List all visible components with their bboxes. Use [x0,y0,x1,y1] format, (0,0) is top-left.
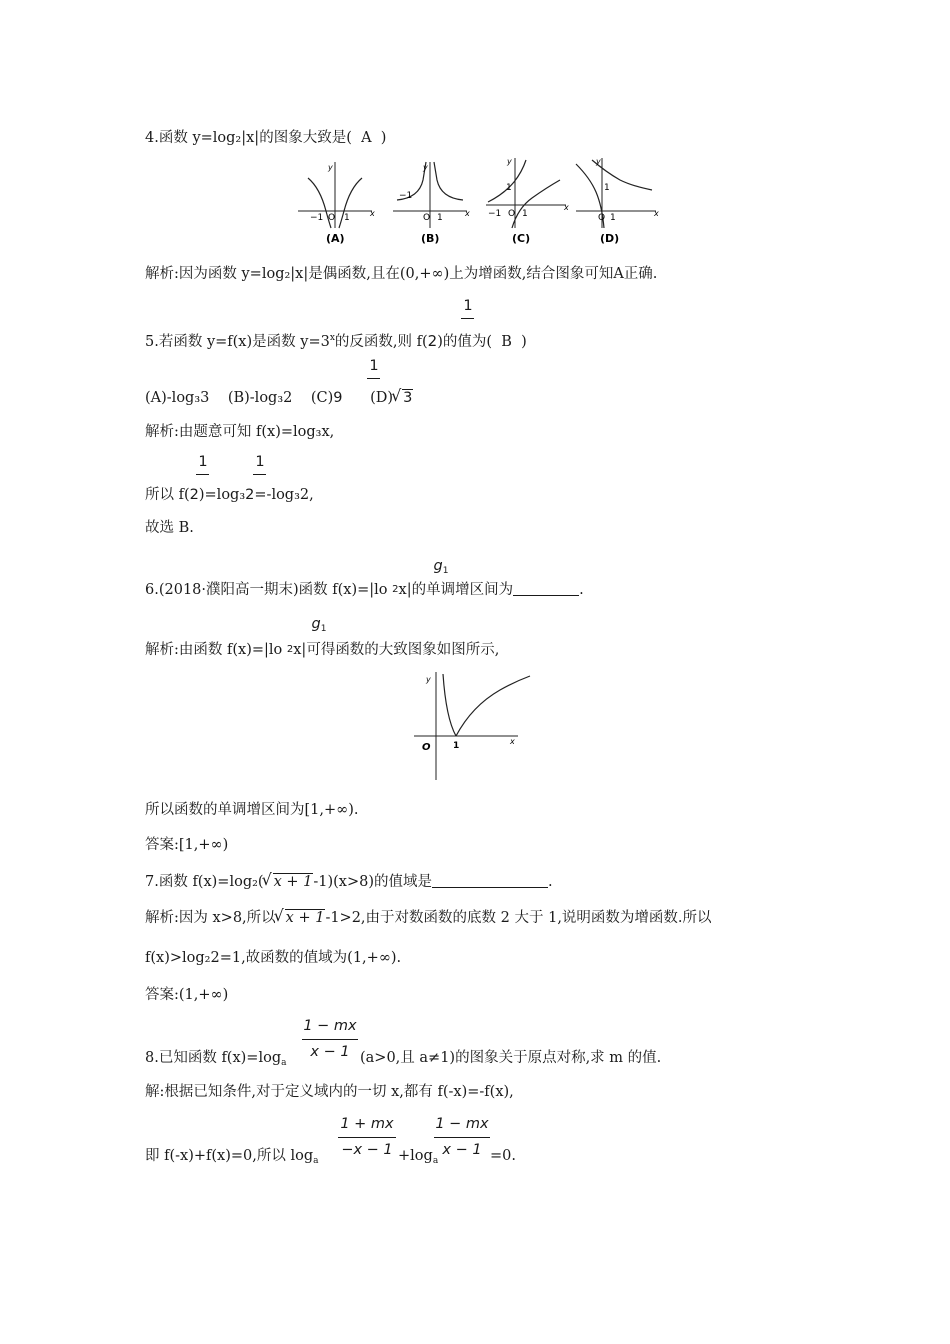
q4-analysis: 解析:因为函数 y=log₂|x|是偶函数,且在(0,+∞)上为增函数,结合图象可知A正确. [145,266,658,282]
q8-solution-1: 解:根据已知条件,对于定义域内的一切 x,都有 f(-x)=-f(x), [145,1084,514,1100]
svg-text:x: x [654,209,659,218]
q8-sol-bar2 [434,1137,490,1138]
q8-stem-post: (a>0,且 a≠1)的图象关于原点对称,求 m 的值. [360,1050,662,1066]
svg-text:O: O [422,742,431,753]
q5-answer: B [501,334,512,350]
svg-text:x: x [510,737,515,746]
q5-optc-num: 1 [369,358,379,374]
q8-solution-2-end: =0. [490,1148,516,1164]
graph-a [298,162,375,245]
q7-blank[interactable] [432,873,548,888]
svg-text:(C): (C) [512,232,531,245]
svg-text:−1: −1 [310,213,324,223]
q5-an-num1: 1 [198,454,208,470]
q6-blank[interactable] [513,581,579,596]
q8-sol-num2: 1 − mx [435,1116,489,1132]
q4-option-graphs [290,150,660,250]
q7-analysis-2: f(x)>log₂2=1,故函数的值域为(1,+∞). [145,950,402,966]
q8-sol-bar1 [338,1137,396,1138]
q6-answer: 答案:[1,+∞) [145,837,229,853]
q7-analysis-1: 解析:因为 x>8,所以√ x + 1-1>2,由于对数函数的底数 2 大于 1,说明函数为增函数.所以 [145,908,712,928]
q4-answer: A [361,130,372,146]
q5-an-bar1 [196,474,209,475]
q5-analysis-2: 所以 f(2)=log₃2=-log₃2, [145,487,314,503]
svg-text:1: 1 [522,209,528,219]
q5-an-bar2 [253,474,266,475]
q5-options: (A)-log₃3 (B)-log₃2 (C)9 (D)√ 3 [145,388,413,408]
graph-d [576,157,659,245]
graph-b [393,162,470,245]
q8-solution-2: 即 f(-x)+f(x)=0,所以 $\log_a$ [145,1148,319,1166]
q5-an-num2: 1 [255,454,265,470]
q6-g1: $g_1$ [433,558,449,576]
q8-num: 1 − mx [303,1018,357,1034]
svg-text:1: 1 [437,213,443,223]
svg-text:(D): (D) [600,232,620,245]
svg-text:1: 1 [604,183,610,193]
svg-text:y: y [596,157,601,166]
svg-text:−1: −1 [399,191,413,201]
q8-sol-den2: x − 1 [442,1142,482,1158]
svg-text:x: x [370,209,375,218]
svg-text:O: O [328,213,336,223]
svg-text:−1: −1 [488,209,502,219]
svg-text:1: 1 [506,183,512,193]
svg-text:(B): (B) [421,232,440,245]
q5-frac-bar [461,318,474,319]
q5-option-b: (B)-log₃2 [227,390,293,406]
q5-analysis-1: 解析:由题意可知 f(x)=log₃x, [145,424,335,440]
q6-graph [410,668,540,784]
q5-stem: 5.若函数 y=f(x)是函数 $y=3^x$的反函数,则 f(2)的值为( B ) [145,332,527,350]
q6-stem: 6.(2018·濮阳高一期末)函数 f(x)=|lo 2x|的单调增区间为 . [145,582,584,598]
q5-option-d: (D) [370,390,394,406]
svg-text:y: y [423,163,428,172]
q8-bar [302,1039,358,1040]
q8-stem: 8.已知函数 $f(x)=\log_a$ [145,1050,287,1068]
q8-sol-num1: 1 + mx [340,1116,394,1132]
q8-sol-den1: −x − 1 [341,1142,393,1158]
q5-frac-den: 2 [427,332,438,350]
svg-text:x: x [564,203,569,212]
svg-text:y: y [328,163,333,172]
svg-text:O: O [598,213,606,223]
svg-text:O: O [423,213,431,223]
q8-solution-2-mid: $+\log_a$ [398,1148,439,1166]
svg-text:1: 1 [453,741,460,751]
svg-text:1: 1 [610,213,616,223]
svg-text:1: 1 [344,213,350,223]
svg-text:x: x [465,209,470,218]
q7-stem: 7.函数 f(x)=log₂(√ x + 1-1)(x>8)的值域是 . [145,872,553,892]
q5-frac-num: 1 [463,298,473,314]
q5-optc-bar [367,378,380,379]
q5-option-a: (A)-log₃3 [145,390,210,406]
q6-analysis: 解析:由函数 f(x)=|lo 2x|可得函数的大致图象如图所示, [145,642,500,658]
svg-text:y: y [426,675,431,684]
q8-den: x − 1 [310,1044,350,1060]
graph-c [486,157,569,245]
svg-text:O: O [508,209,516,219]
svg-text:y: y [507,157,512,166]
q6-an-g1: $g_1$ [311,616,327,634]
q5-option-c: (C) [310,390,334,406]
svg-text:(A): (A) [326,232,345,245]
q5-analysis-3: 故选 B. [145,520,194,536]
q7-answer: 答案:(1,+∞) [145,987,229,1003]
q4-stem: 4.函数 y=log₂|x|的图象大致是( A ) [145,130,387,146]
q6-conclusion: 所以函数的单调增区间为[1,+∞). [145,802,359,818]
